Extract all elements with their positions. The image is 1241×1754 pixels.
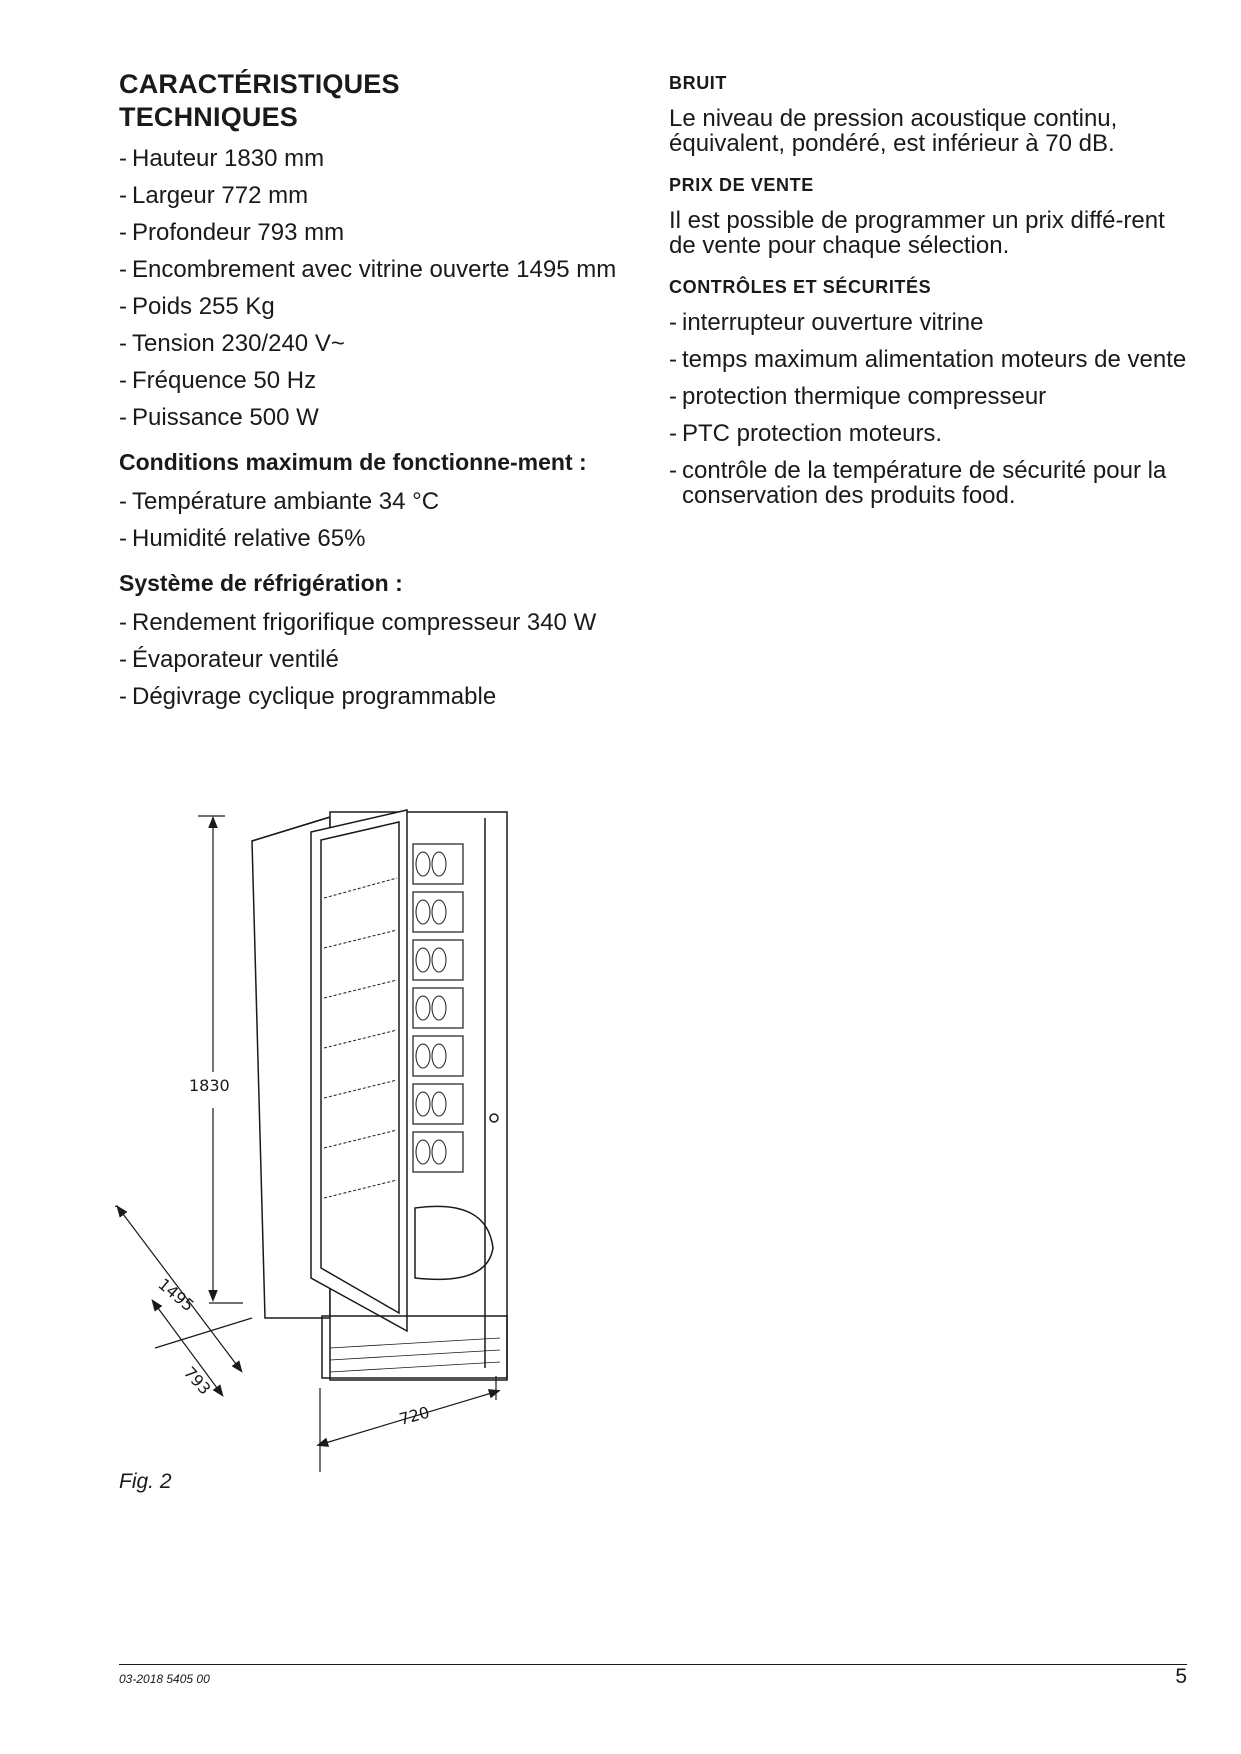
refrigeration-item-compressor: - Rendement frigorifique compresseur 340 W	[119, 610, 639, 635]
vending-machine-drawing	[115, 808, 585, 1473]
spec-frequency: - Fréquence 50 Hz	[119, 368, 639, 393]
price-heading: PRIX DE VENTE	[669, 175, 814, 195]
refrigeration-list	[119, 610, 639, 709]
dimension-depth-label: 793	[180, 1362, 215, 1399]
conditions-list	[119, 489, 639, 551]
spec-height: - Hauteur 1830 mm	[119, 146, 639, 171]
control-temperature-safety: - contrôle de la température de sécurité pour la conservation des produits food.	[669, 458, 1189, 508]
spec-voltage: - Tension 230/240 V~	[119, 331, 639, 356]
noise-heading: BRUIT	[669, 73, 727, 93]
control-motor-timeout: - temps maximum alimentation moteurs de vente	[669, 347, 1189, 372]
dimension-open-depth-label: 1495	[154, 1274, 198, 1316]
page-number: 5	[1175, 1665, 1187, 1688]
spec-power: - Puissance 500 W	[119, 405, 639, 430]
condition-temperature: - Température ambiante 34 °C	[119, 489, 639, 514]
figure-caption: Fig. 2	[119, 1470, 172, 1493]
controls-heading: CONTRÔLES ET SÉCURITÉS	[669, 277, 932, 297]
spec-open-footprint: - Encombrement avec vitrine ouverte 1495 mm	[119, 257, 639, 282]
controls-list	[669, 310, 1189, 508]
title-line-2: TECHNIQUES	[119, 102, 299, 132]
footer-doc-code: 03-2018 5405 00	[119, 1672, 210, 1686]
control-door-switch: - interrupteur ouverture vitrine	[669, 310, 1189, 335]
refrigeration-item-evaporator: - Évaporateur ventilé	[119, 647, 639, 672]
noise-text: Le niveau de pression acoustique continu, équivalent, pondéré, est inférieur à 70 dB.	[669, 105, 1118, 157]
specs-list	[119, 146, 639, 430]
control-compressor-protection: - protection thermique compresseur	[669, 384, 1189, 409]
refrigeration-heading: Système de réfrigération :	[119, 570, 403, 596]
dimension-width-label: 720	[397, 1402, 432, 1429]
spec-depth: - Profondeur 793 mm	[119, 220, 639, 245]
refrigeration-item-defrost: - Dégivrage cyclique programmable	[119, 684, 639, 709]
dimension-height-label: 1830	[189, 1076, 230, 1095]
left-column	[119, 68, 639, 721]
vending-machine-figure	[115, 808, 585, 1473]
control-ptc-protection: - PTC protection moteurs.	[669, 421, 1189, 446]
spec-weight: - Poids 255 Kg	[119, 294, 639, 319]
condition-humidity: - Humidité relative 65%	[119, 526, 639, 551]
spec-width: - Largeur 772 mm	[119, 183, 639, 208]
conditions-heading: Conditions maximum de fonctionne-ment :	[119, 449, 587, 475]
title-line-1: CARACTÉRISTIQUES	[119, 69, 400, 99]
price-text: Il est possible de programmer un prix diffé-rent de vente pour chaque sélection.	[669, 207, 1165, 259]
right-column	[669, 72, 1189, 520]
page-title	[119, 68, 639, 134]
footer-divider	[119, 1664, 1187, 1665]
